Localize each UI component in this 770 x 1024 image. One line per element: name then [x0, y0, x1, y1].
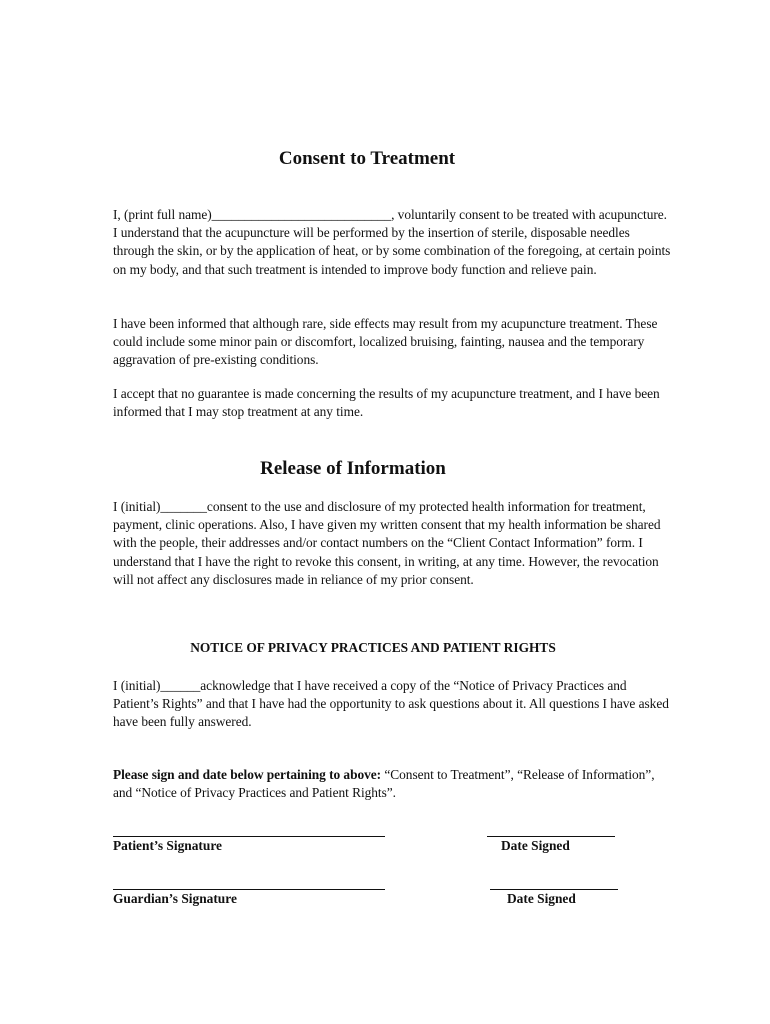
- consent-to-treatment-title: Consent to Treatment: [278, 148, 456, 169]
- patient-date-label: Date Signed: [501, 838, 570, 853]
- patient-signature-line[interactable]: [113, 836, 385, 837]
- guardian-date-line[interactable]: [490, 889, 618, 890]
- side-effects-paragraph: I have been informed that although rare, side effects may result from my acupuncture treatment. These could include some minor pain or discomfort, localized bruising, fainting, nausea and the temporary aggravation of pre-existing conditions.: [113, 316, 658, 368]
- no-guarantee-paragraph: I accept that no guarantee is made concerning the results of my acupuncture treatment, and I have been informed that I may stop treatment at any time.: [113, 386, 660, 420]
- release-of-information-title: Release of Information: [260, 458, 446, 479]
- privacy-notice-heading: NOTICE OF PRIVACY PRACTICES AND PATIENT RIGHTS: [190, 640, 556, 655]
- patient-signature-label: Patient’s Signature: [113, 838, 222, 853]
- sign-instruction-paragraph: [113, 766, 673, 802]
- patient-date-line[interactable]: [487, 836, 615, 837]
- release-paragraph: I (initial)_______consent to the use and disclosure of my protected health information for treatment, payment, clinic operations. Also, I have given my written consent that my health information be shared with the people, their addresses and/or contact numbers on the “Client Contact Information” form. I understand that I have the right to revoke this consent, in writing, at any time. However, the revocation will not affect any disclosures made in reliance of my prior consent.: [113, 499, 661, 587]
- sign-instruction-rest: “Consent to Treatment”, “Release of Information”, and “Notice of Privacy Practices and Patient Rights”.: [113, 767, 655, 801]
- privacy-acknowledgement-paragraph: I (initial)______acknowledge that I have received a copy of the “Notice of Privacy Practices and Patient’s Rights” and that I have had the opportunity to ask questions about it. All questions I have asked have been fully answered.: [113, 678, 669, 730]
- guardian-date-label: Date Signed: [507, 891, 576, 906]
- guardian-signature-line[interactable]: [113, 889, 385, 890]
- consent-paragraph-name: I, (print full name)___________________________, voluntarily consent to be treated with acupuncture. I understand that the acupuncture will be performed by the insertion of sterile, disposable needles through the skin, or by the application of heat, or by some combination of the foregoing, at certain points on my body, and that such treatment is intended to improve body function and relieve pain.: [113, 207, 671, 277]
- guardian-signature-label: Guardian’s Signature: [113, 891, 237, 906]
- sign-instruction-bold: Please sign and date below pertaining to above:: [113, 767, 382, 782]
